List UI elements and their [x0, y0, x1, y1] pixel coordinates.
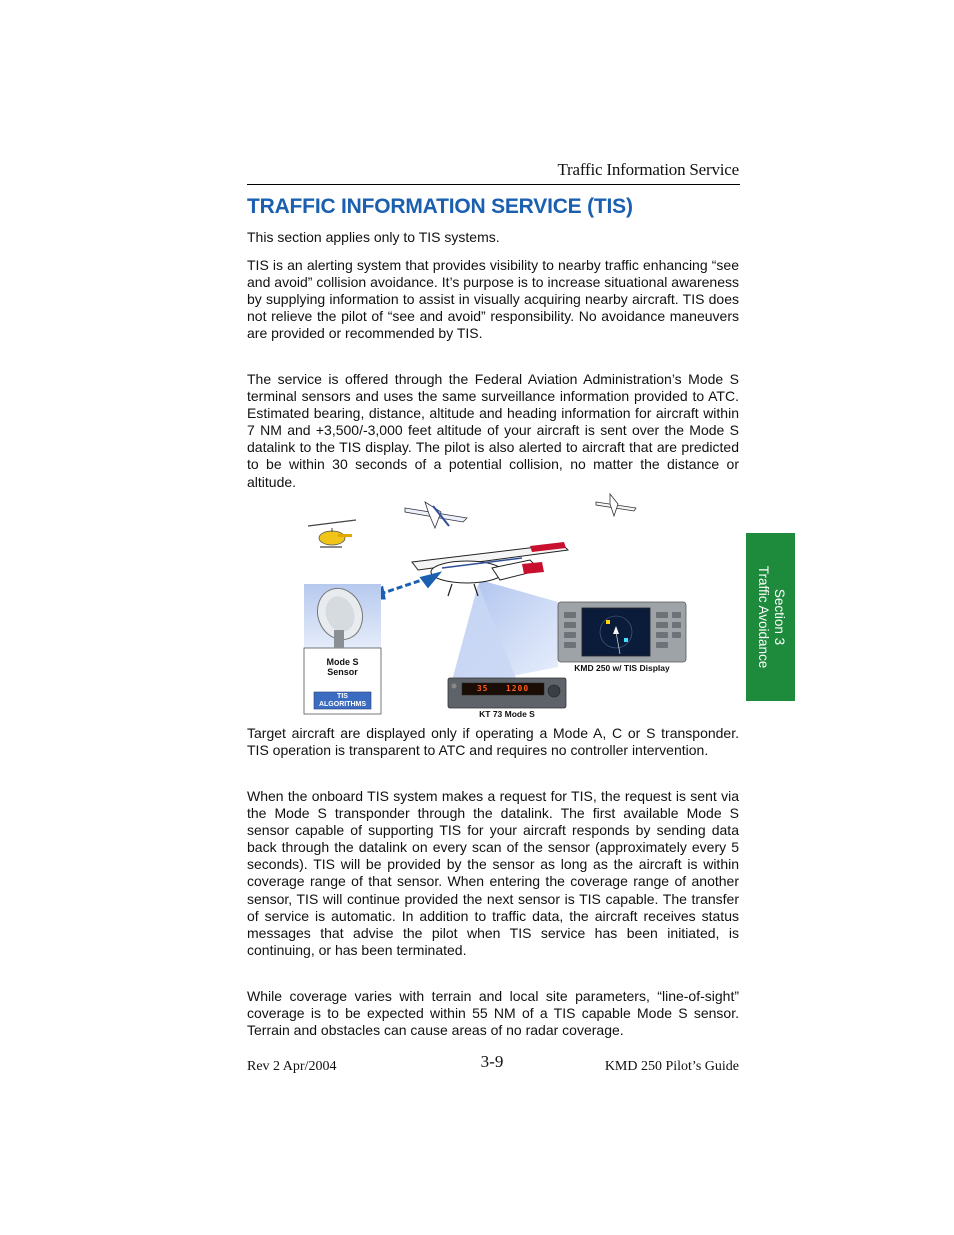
- helicopter-icon: [308, 520, 356, 547]
- kmd250-label: KMD 250 w/ TIS Display: [574, 663, 670, 673]
- kmd250-display-unit: [558, 602, 686, 662]
- paragraph-3: Target aircraft are displayed only if operating a Mode A, C or S transponder. TIS operation is transparent to ATC and requires no controller intervention.: [247, 725, 739, 759]
- transponder-readout: 35 1200: [476, 684, 530, 693]
- section-tab-number: Section 3: [771, 588, 787, 646]
- kt73-transponder-unit: [448, 678, 566, 708]
- header-rule: [247, 184, 740, 185]
- footer-page-number: 3-9: [480, 1052, 504, 1071]
- small-aircraft-icon: [596, 494, 636, 516]
- twin-aircraft-icon: [405, 502, 467, 528]
- sensor-label-line1: Mode S: [326, 657, 359, 667]
- sensor-label-line2: Sensor: [327, 667, 358, 677]
- paragraph-1: TIS is an alerting system that provides visibility to nearby traffic enhancing “see and avoid” collision avoidance. It’s purpose is to increase situational awareness by supplying information to assist in visually acquiring nearby aircraft. TIS does not relieve the pilot of “see and avoid” responsibility. No avoidance maneuvers are provided or recommended by TIS.: [247, 257, 739, 342]
- section-tab[interactable]: [746, 533, 795, 701]
- running-header: Traffic Information Service: [557, 160, 739, 179]
- paragraph-4: When the onboard TIS system makes a request for TIS, the request is sent via the Mode S transponder through the datalink. The first available Mode S sensor capable of supporting TIS for your aircraft responds by sending data back through the datalink on every scan of the sensor (approximately every 5 seconds). TIS will be provided by the sensor as long as the aircraft is within coverage range of that sensor. When entering the coverage range of another sensor, TIS will continue provided the next sensor is TIS capable. The transfer of service is automatic. In addition to traffic data, the aircraft receives status messages that advise the pilot when TIS service has been initiated, is continuing, or has been terminated.: [247, 788, 739, 958]
- algorithms-label-line2: ALGORITHMS: [318, 701, 367, 708]
- paragraph-5: While coverage varies with terrain and local site parameters, “line-of-sight” coverage is to be expected within 55 NM of a TIS capable Mode S sensor. Terrain and obstacles can cause areas of no radar coverage.: [247, 988, 739, 1039]
- paragraph-2: The service is offered through the Federal Aviation Administration’s Mode S terminal sensors and uses the same surveillance information provided to ATC. Estimated bearing, distance, altitude and heading information for aircraft within 7 NM and +3,500/-3,000 feet altitude of your aircraft is sent over the Mode S datalink to the TIS display. The pilot is also alerted to aircraft that are predicted to be within 30 seconds of a potential collision, no matter the distance or altitude.: [247, 371, 739, 490]
- footer-guide-title: KMD 250 Pilot’s Guide: [604, 1059, 739, 1074]
- tis-diagram: [300, 492, 700, 722]
- footer-revision: Rev 2 Apr/2004: [247, 1059, 337, 1074]
- algorithms-label-line1: TIS: [337, 693, 348, 700]
- kt73-label: KT 73 Mode S: [479, 709, 535, 719]
- section-tab-title: Traffic Avoidance: [755, 565, 771, 669]
- intro-paragraph: This section applies only to TIS systems.: [247, 229, 500, 245]
- page-title: TRAFFIC INFORMATION SERVICE (TIS): [247, 195, 633, 218]
